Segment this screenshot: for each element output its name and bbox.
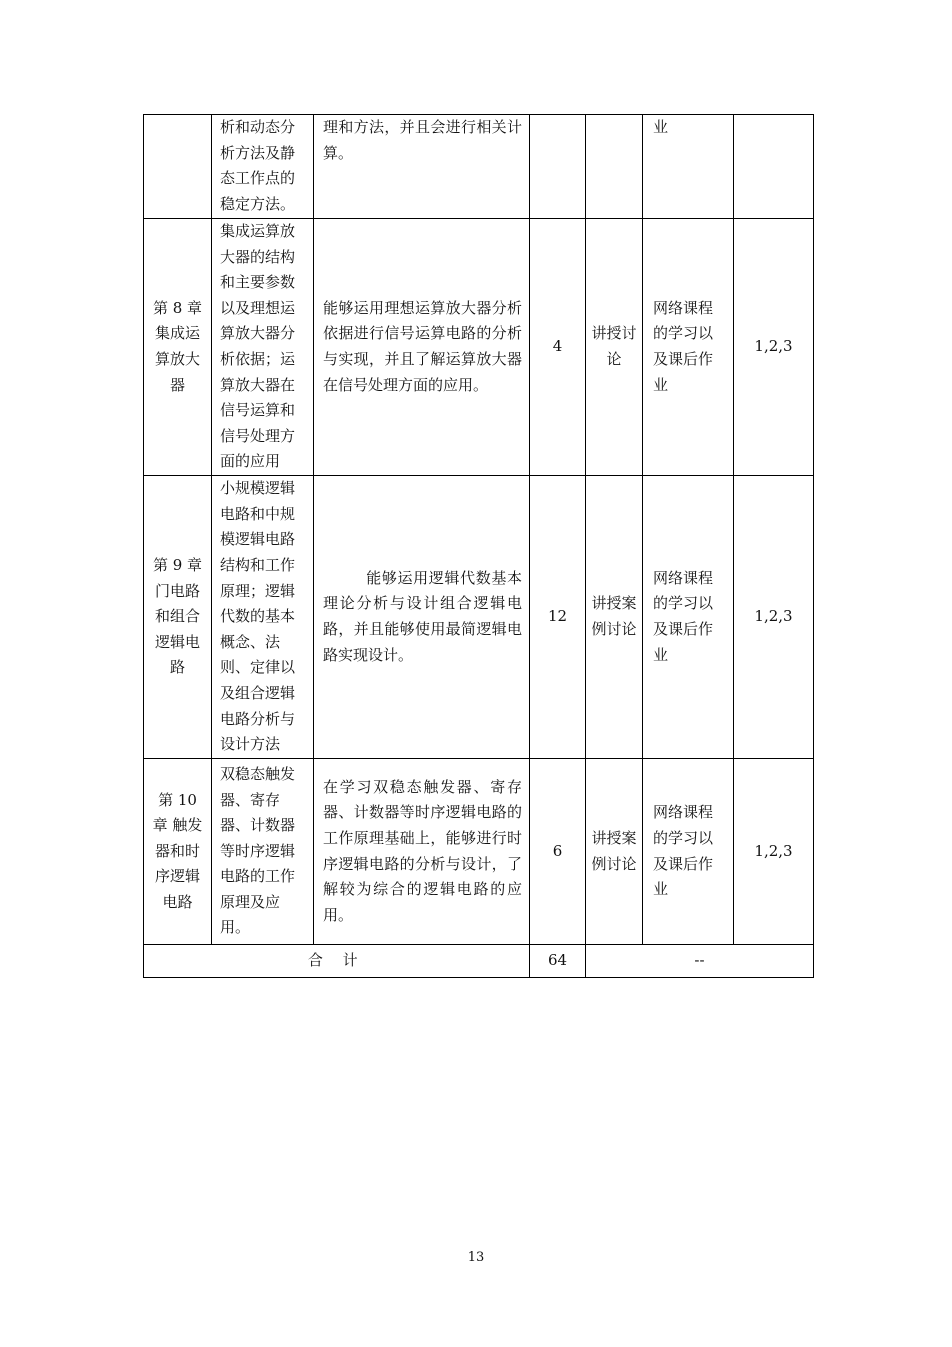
goals-cell xyxy=(734,115,814,219)
assignment-cell: 业 xyxy=(643,115,734,219)
chapter-cell: 第 8 章集成运算放大器 xyxy=(144,219,212,476)
total-label: 合 计 xyxy=(307,951,366,970)
hours-cell: 4 xyxy=(530,219,586,476)
assignment-cell: 网络课程的学习以及课后作业 xyxy=(643,759,734,945)
total-rest-cell: -- xyxy=(586,945,814,978)
goals-cell: 1,2,3 xyxy=(734,219,814,476)
goals-cell: 1,2,3 xyxy=(734,759,814,945)
table-row xyxy=(144,476,814,759)
method-cell xyxy=(586,115,643,219)
hours-cell xyxy=(530,115,586,219)
table-row xyxy=(144,219,814,476)
method-cell: 讲授案例讨论 xyxy=(586,759,643,945)
page-number: 13 xyxy=(467,1250,485,1265)
syllabus-table xyxy=(143,114,814,978)
chapter-cell: 第 10 章 触发器和时序逻辑电路 xyxy=(144,759,212,945)
objective-cell: 在学习双稳态触发器、寄存器、计数器等时序逻辑电路的工作原理基础上，能够进行时序逻辑电路的分析与设计，了解较为综合的逻辑电路的应用。 xyxy=(314,759,530,945)
goals-cell: 1,2,3 xyxy=(734,476,814,759)
table-row xyxy=(144,759,814,945)
hours-cell: 6 xyxy=(530,759,586,945)
method-cell: 讲授讨论 xyxy=(586,219,643,476)
topic-cell: 集成运算放大器的结构和主要参数以及理想运算放大器分析依据；运算放大器在信号运算和信号处理方面的应用 xyxy=(212,219,314,476)
topic-cell: 析和动态分析方法及静态工作点的稳定方法。 xyxy=(212,115,314,219)
assignment-cell: 网络课程的学习以及课后作业 xyxy=(643,476,734,759)
topic-cell: 小规模逻辑电路和中规模逻辑电路结构和工作原理；逻辑代数的基本概念、法则、定律以及组合逻辑电路分析与设计方法 xyxy=(212,476,314,759)
chapter-cell xyxy=(144,115,212,219)
assignment-cell: 网络课程的学习以及课后作业 xyxy=(643,219,734,476)
hours-cell: 12 xyxy=(530,476,586,759)
objective-cell: 能够运用逻辑代数基本理论分析与设计组合逻辑电路，并且能够使用最简逻辑电路实现设计。 xyxy=(314,476,530,759)
topic-cell: 双稳态触发器、寄存器、计数器等时序逻辑电路的工作原理及应用。 xyxy=(212,759,314,945)
total-row xyxy=(144,945,814,978)
total-label-cell xyxy=(144,945,530,978)
objective-cell: 能够运用理想运算放大器分析依据进行信号运算电路的分析与实现，并且了解运算放大器在信号处理方面的应用。 xyxy=(314,219,530,476)
chapter-cell: 第 9 章门电路和组合逻辑电路 xyxy=(144,476,212,759)
objective-cell: 理和方法，并且会进行相关计算。 xyxy=(314,115,530,219)
table-row xyxy=(144,115,814,219)
method-cell: 讲授案例讨论 xyxy=(586,476,643,759)
total-hours-cell: 64 xyxy=(530,945,586,978)
